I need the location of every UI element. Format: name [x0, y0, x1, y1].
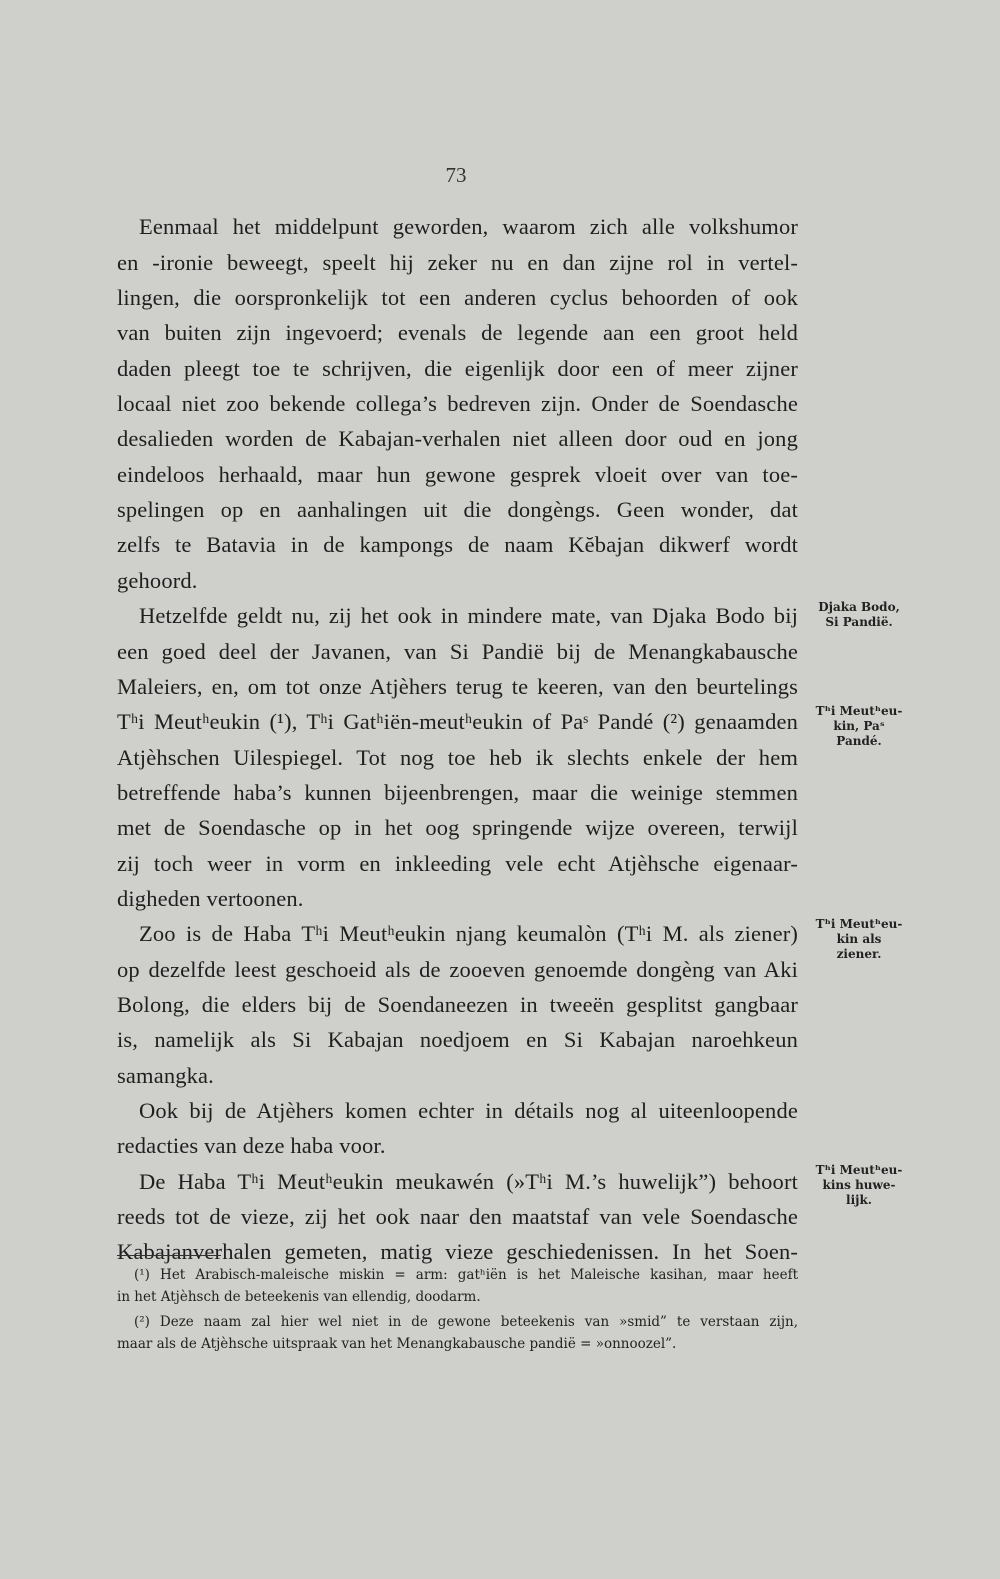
footnote-line: maar als de Atjèhsche uitspraak van het Menangkabausche pandië = »onnoozel”. — [117, 1336, 677, 1352]
body-line: Atjèhschen Uilespiegel. Tot nog toe heb ik slechts enkele der hem — [117, 745, 798, 770]
marginal-note — [804, 917, 914, 962]
body-line: spelingen op en aanhalingen uit die dongèngs. Geen wonder, dat — [117, 497, 798, 522]
body-line: De Haba Tʰi Meutʰeukin meukawén (»Tʰi M.’s huwelijk”) behoort — [139, 1169, 798, 1194]
footnote-line: (¹) Het Arabisch-maleische miskin = arm: gatʰiën is het Maleische kasihan, maar heeft — [134, 1267, 798, 1283]
marginal-note-line: kin als — [836, 932, 882, 946]
body-line: Maleiers, en, om tot onze Atjèhers terug te keeren, van den beurtelings — [117, 674, 798, 699]
marginal-note-line: kin, Paˢ — [833, 719, 885, 733]
body-line: gehoord. — [117, 568, 198, 593]
footnote-divider — [117, 1255, 221, 1256]
body-line: een goed deel der Javanen, van Si Pandië bij de Menangkabausche — [117, 639, 798, 664]
page-number: 73 — [445, 163, 467, 187]
body-line: digheden vertoonen. — [117, 886, 304, 911]
marginal-note-line: kins huwe- — [822, 1178, 896, 1192]
body-line: zelfs te Batavia in de kampongs de naam Kĕbajan dikwerf wordt — [117, 532, 798, 557]
marginal-note-line: lijk. — [846, 1193, 872, 1207]
body-line: redacties van deze haba voor. — [117, 1133, 386, 1158]
body-line: Kabajanverhalen gemeten, matig vieze geschiedenissen. In het Soen- — [117, 1239, 798, 1264]
body-line: en -ironie beweegt, speelt hij zeker nu en dan zijne rol in vertel- — [117, 250, 798, 275]
body-line: samangka. — [117, 1063, 214, 1088]
body-line: Bolong, die elders bij de Soendaneezen in tweeën gesplitst gangbaar — [117, 992, 798, 1017]
body-line: daden pleegt toe te schrijven, die eigenlijk door een of meer zijner — [117, 356, 798, 381]
marginal-note-line: Si Pandië. — [825, 615, 893, 629]
body-line: is, namelijk als Si Kabajan noedjoem en Si Kabajan naroehkeun — [117, 1027, 798, 1052]
body-line: Ook bij de Atjèhers komen echter in détails nog al uiteenloopende — [139, 1098, 798, 1123]
body-line: Eenmaal het middelpunt geworden, waarom zich alle volkshumor — [139, 214, 798, 239]
marginal-note-line: Tʰi Meutʰeu- — [815, 917, 903, 931]
body-line: Tʰi Meutʰeukin (¹), Tʰi Gatʰiën-meutʰeukin of Paˢ Pandé (²) genaamden — [117, 709, 798, 734]
body-line: desalieden worden de Kabajan-verhalen niet alleen door oud en jong — [117, 426, 798, 451]
body-line: van buiten zijn ingevoerd; evenals de legende aan een groot held — [117, 320, 798, 345]
marginal-note-line: ziener. — [836, 947, 882, 961]
marginal-note — [804, 600, 914, 630]
body-line: Hetzelfde geldt nu, zij het ook in mindere mate, van Djaka Bodo bij — [139, 603, 798, 628]
marginal-note — [804, 704, 914, 749]
footnote-line: in het Atjèhsch de beteekenis van ellendig, doodarm. — [117, 1289, 481, 1305]
body-line: Zoo is de Haba Tʰi Meutʰeukin njang keumalòn (Tʰi M. als ziener) — [139, 921, 798, 946]
body-line: lingen, die oorspronkelijk tot een anderen cyclus behoorden of ook — [117, 285, 798, 310]
marginal-note-line: Tʰi Meutʰeu- — [815, 1163, 903, 1177]
body-line: reeds tot de vieze, zij het ook naar den maatstaf van vele Soendasche — [117, 1204, 798, 1229]
body-line: op dezelfde leest geschoeid als de zooeven genoemde dongèng van Aki — [117, 957, 798, 982]
marginal-note — [804, 1163, 914, 1208]
marginal-note-line: Tʰi Meutʰeu- — [815, 704, 903, 718]
marginal-note-line: Djaka Bodo, — [818, 600, 900, 614]
body-line: eindeloos herhaald, maar hun gewone gesprek vloeit over van toe- — [117, 462, 798, 487]
marginal-note-line: Pandé. — [836, 734, 882, 748]
body-line: locaal niet zoo bekende collega’s bedreven zijn. Onder de Soendasche — [117, 391, 798, 416]
body-line: met de Soendasche op in het oog springende wijze overeen, terwijl — [117, 815, 798, 840]
body-line: betreffende haba’s kunnen bijeenbrengen, maar die weinige stemmen — [117, 780, 798, 805]
footnote-line: (²) Deze naam zal hier wel niet in de gewone beteekenis van »smid” te verstaan zijn, — [134, 1314, 798, 1330]
body-line: zij toch weer in vorm en inkleeding vele echt Atjèhsche eigenaar- — [117, 851, 798, 876]
